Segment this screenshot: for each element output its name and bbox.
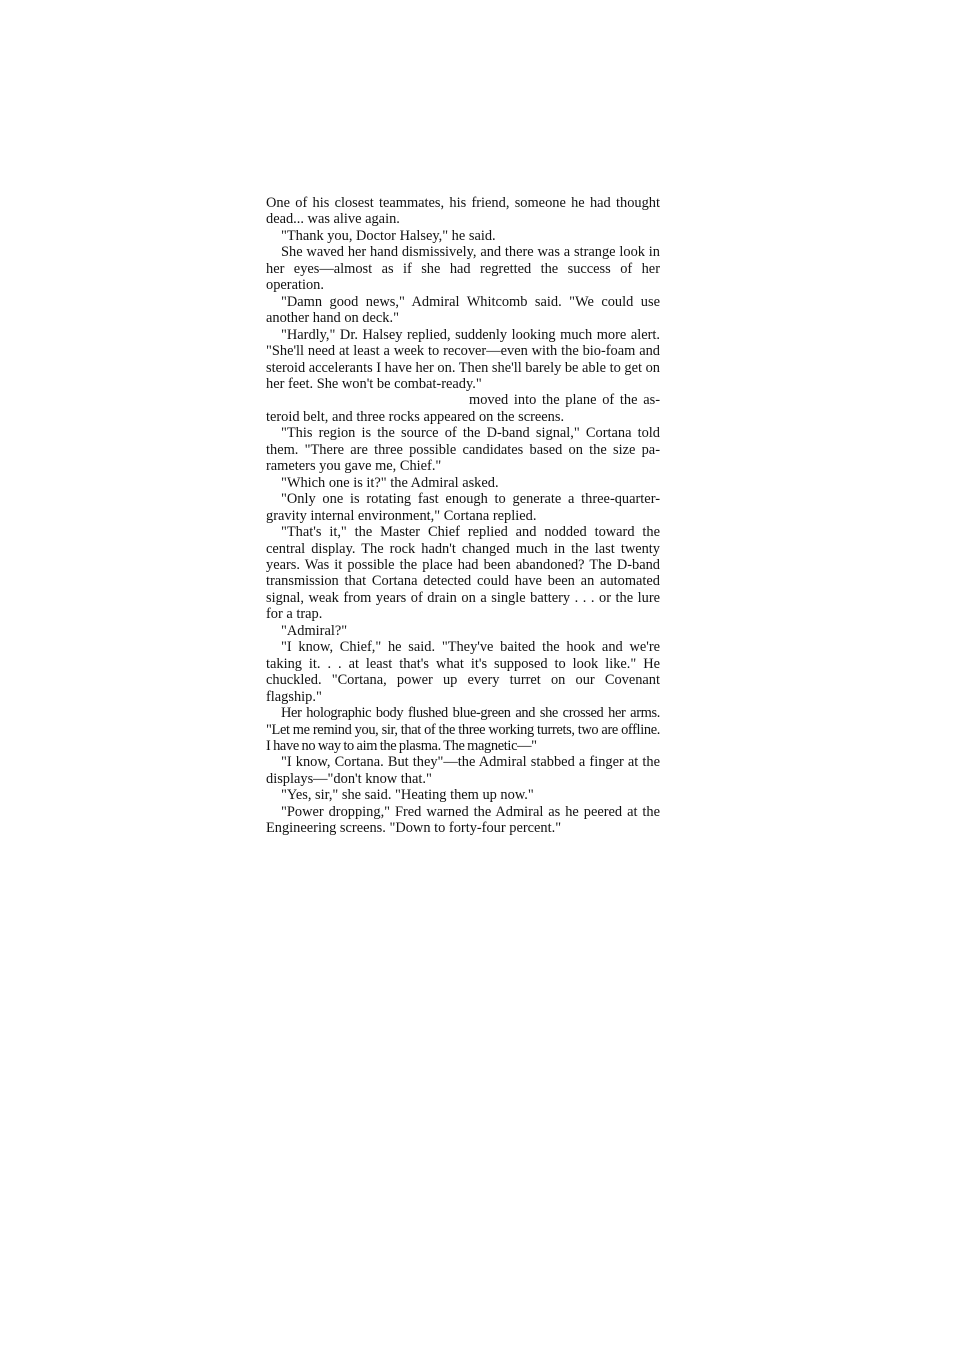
paragraph: "Admiral?" xyxy=(281,622,348,639)
body-text xyxy=(266,195,660,837)
paragraph: "This region is the source of the D-band signal," Cortana told them. "There are three possible candidates based on the size parameters you gave me, Chief." xyxy=(266,425,660,475)
paragraph: "I know, Chief," he said. "They've baited the hook and we're taking it. . . at least that's what it's supposed to look like." He chuckled. "Cortana, power up every turret on our Covenant flagship." xyxy=(266,639,660,705)
paragraph: "Thank you, Doctor Halsey," he said. xyxy=(281,227,496,244)
paragraph: "Power dropping," Fred warned the Admiral as he peered at the Engineering screens. "Down to forty-four percent." xyxy=(266,803,660,837)
paragraph: Her holographic body flushed blue-green and she crossed her arms. "Let me remind you, sir, that of the three working turrets, two are offline. I have no way to aim the plasma. The magnetic—" xyxy=(266,705,660,754)
paragraph: "Which one is it?" the Admiral asked. xyxy=(281,474,499,491)
paragraph: One of his closest teammates, his friend, someone he had thought dead... was alive again. xyxy=(266,195,660,228)
paragraph: "Hardly," Dr. Halsey replied, suddenly looking much more alert. "She'll need at least a week to recover—even with the bio-foam and steroid accelerants I have her on. Then she'll barely be able to get on her feet. She won't be combat-ready." xyxy=(266,326,660,392)
paragraph: "That's it," the Master Chief replied and nodded toward the central display. The rock hadn't changed much in the last twenty years. Was it possible the place had been abandoned? The D-band transmission that Cortana detected could have been an automated signal, weak from years of drain on a single battery . . . or the lure for a trap. xyxy=(266,524,660,623)
paragraph: "I know, Cortana. But they"—the Admiral stabbed a finger at the displays—"don't know that." xyxy=(266,754,660,787)
paragraph: moved into the plane of the asteroid belt, and three rocks appeared on the screens. xyxy=(266,392,660,425)
paragraph: "Only one is rotating fast enough to generate a three-quarter-gravity internal environment," Cortana replied. xyxy=(266,491,660,524)
paragraph: "Damn good news," Admiral Whitcomb said. "We could use another hand on deck." xyxy=(266,293,660,327)
paragraph: She waved her hand dismissively, and there was a strange look in her eyes—almost as if she had regretted the success of her operation. xyxy=(266,244,660,294)
paragraph: "Yes, sir," she said. "Heating them up now." xyxy=(281,787,534,804)
